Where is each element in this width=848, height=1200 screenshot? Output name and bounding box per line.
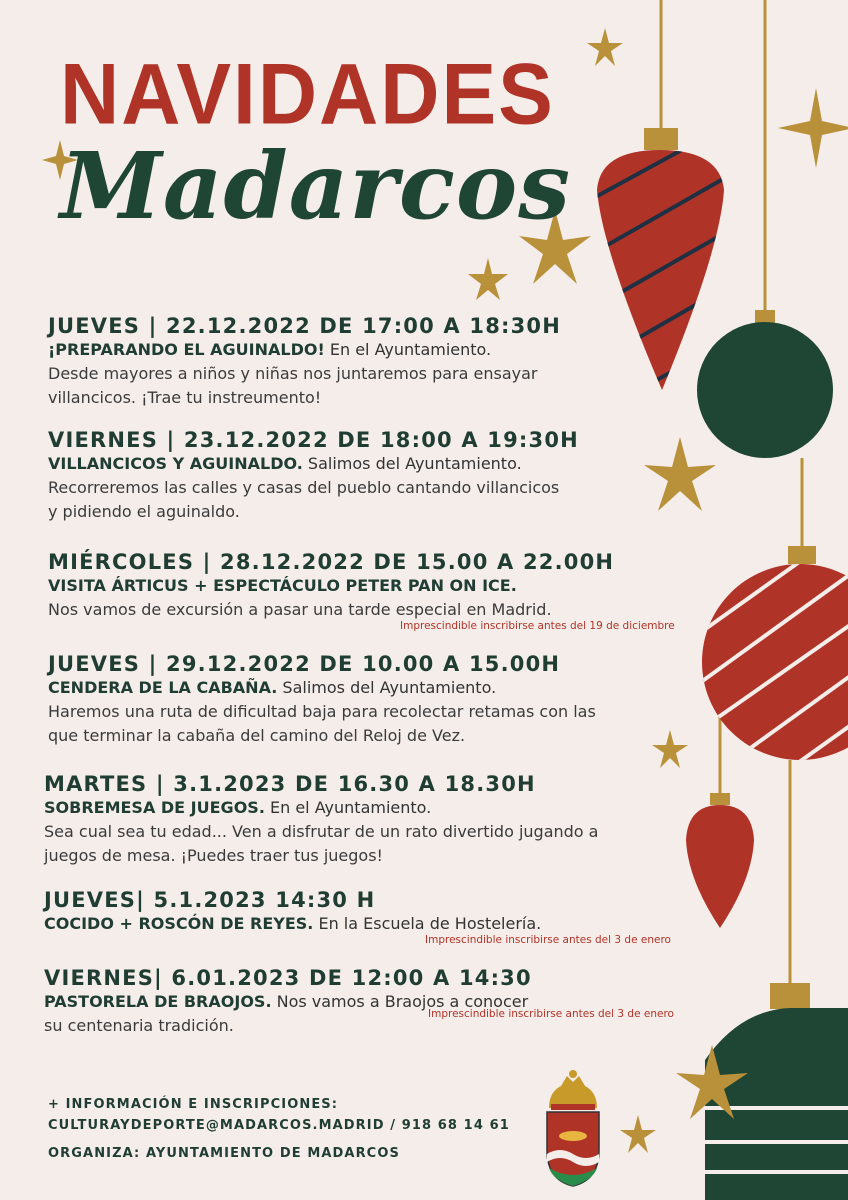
event-note: Imprescindible inscribirse antes del 3 de enero [428,1008,674,1020]
footer-organizer: ORGANIZA: AYUNTAMIENTO DE MADARCOS [48,1146,400,1161]
event-description: Recorreremos las calles y casas del pueblo cantando villancicos [48,478,560,497]
event-heading: VIERNES | 23.12.2022 DE 18:00 A 19:30H [48,428,579,452]
event-1 [48,314,561,410]
footer-info-label: + INFORMACIÓN E INSCRIPCIONES: [48,1097,339,1112]
event-description: Sea cual sea tu edad... Ven a disfrutar de un rato divertido jugando a [44,822,599,841]
event-name: VILLANCICOS Y AGUINALDO. [48,454,303,473]
event-place: En la Escuela de Hostelería. [313,914,542,933]
event-name: PASTORELA DE BRAOJOS. [44,992,272,1011]
star-icon [652,730,688,768]
event-place: Nos vamos a Braojos a conocer [271,992,529,1011]
event-description: Desde mayores a niños y niñas nos juntaremos para ensayar [48,364,538,383]
event-name: SOBREMESA DE JUEGOS. [44,798,265,817]
event-heading: JUEVES | 22.12.2022 DE 17:00 A 18:30H [48,314,562,338]
event-place: Salimos del Ayuntamiento. [302,454,522,473]
event-name: COCIDO + ROSCÓN DE REYES. [44,914,314,933]
event-place: En el Ayuntamiento. [324,340,492,359]
red-striped-ornament [690,540,848,790]
star-icon [620,1115,656,1153]
event-heading: MARTES | 3.1.2023 DE 16.30 A 18.30H [44,772,536,796]
event-name: CENDERA DE LA CABAÑA. [48,678,278,697]
poster-title: NAVIDADES [60,46,555,143]
event-note: Imprescindible inscribirse antes del 3 de enero [425,934,671,946]
green-ball-ornament [697,310,833,458]
event-description: y pidiendo el aguinaldo. [48,502,240,521]
event-4 [48,652,596,748]
event-description: juegos de mesa. ¡Puedes traer tus juegos! [44,846,383,865]
event-5 [44,772,598,868]
star-icon [468,258,508,300]
event-3 [48,550,614,622]
small-red-drop-ornament [686,793,754,928]
event-name: VISITA ÁRTICUS + ESPECTÁCULO PETER PAN ON ICE. [48,576,517,595]
star-icon [778,88,848,168]
event-description: que terminar la cabaña del camino del Reloj de Vez. [48,726,466,745]
event-6 [44,888,541,936]
poster-subtitle: Madarcos [60,132,572,240]
event-heading: MIÉRCOLES | 28.12.2022 DE 15.00 A 22.00H [48,550,615,574]
event-2 [48,428,579,524]
footer-contact[interactable]: CULTURAYDEPORTE@MADARCOS.MADRID / 918 68 14 61 [48,1118,510,1133]
event-place: En el Ayuntamiento. [264,798,432,817]
event-description: Nos vamos de excursión a pasar una tarde especial en Madrid. [48,600,552,619]
event-note: Imprescindible inscribirse antes del 19 de diciembre [400,620,675,632]
event-description: su centenaria tradición. [44,1016,234,1035]
event-heading: JUEVES| 5.1.2023 14:30 H [44,888,376,912]
event-heading: JUEVES | 29.12.2022 DE 10.00 A 15.00H [48,652,561,676]
event-description: Haremos una ruta de dificultad baja para recolectar retamas con las [48,702,596,721]
event-description: villancicos. ¡Trae tu instreumento! [48,388,322,407]
star-icon [644,437,716,511]
event-place: Salimos del Ayuntamiento. [277,678,497,697]
coat-of-arms-icon [547,1070,599,1186]
star-icon [587,28,623,66]
event-name: ¡PREPARANDO EL AGUINALDO! [48,340,325,359]
event-7 [44,966,532,1038]
event-heading: VIERNES| 6.01.2023 DE 12:00 A 14:30 [44,966,532,990]
